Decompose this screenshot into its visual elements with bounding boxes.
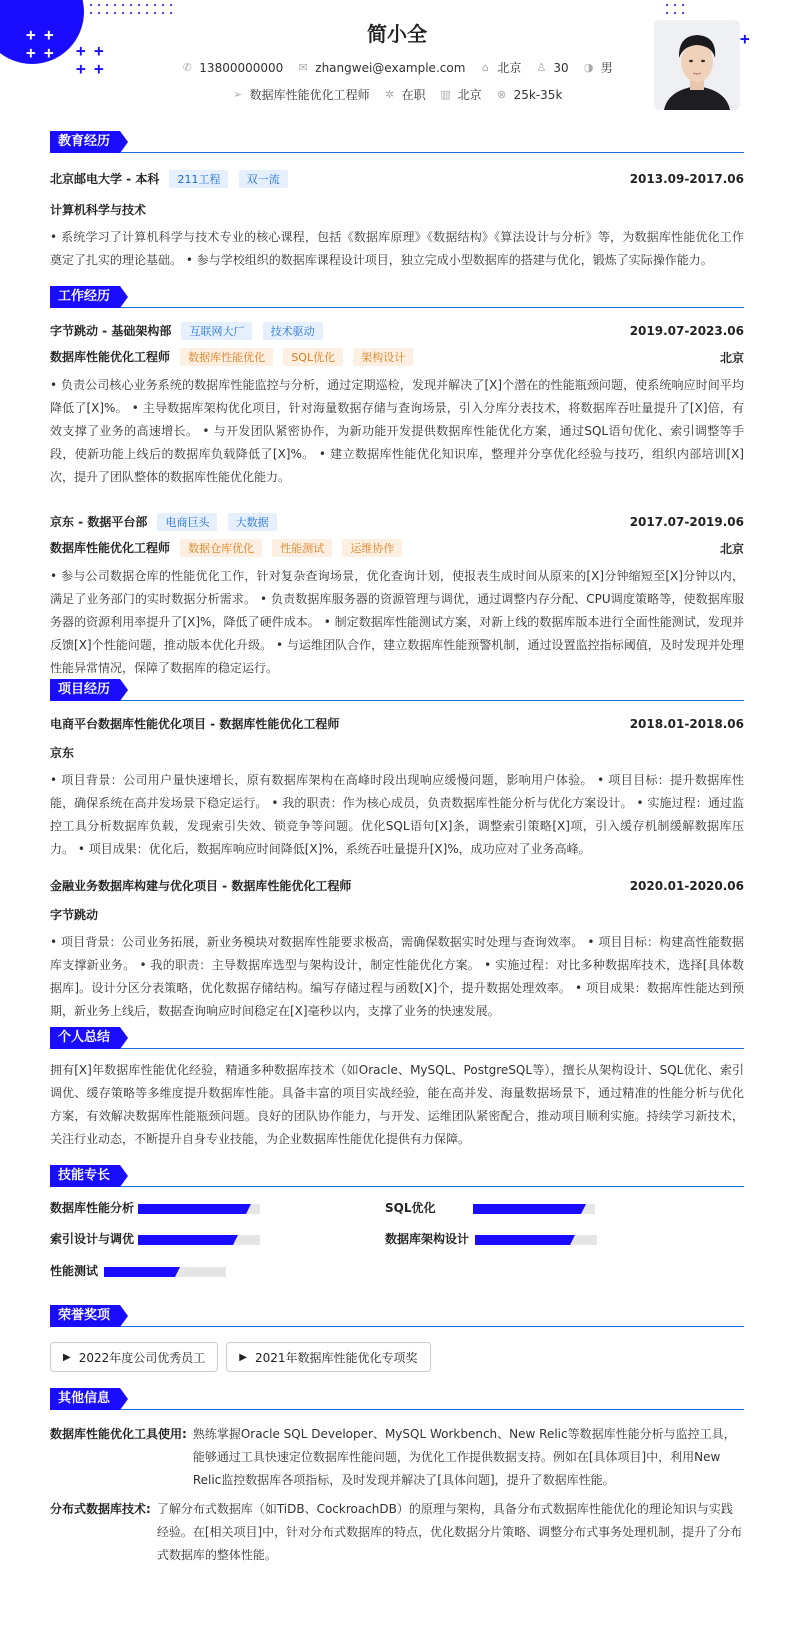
gender-icon: ◑ xyxy=(583,61,594,74)
tag: 性能测试 xyxy=(272,539,332,557)
skill-bar xyxy=(138,1235,260,1245)
skill-item xyxy=(50,1262,226,1279)
section-title: 工作经历 xyxy=(50,286,120,308)
triangle-right-icon: ▶ xyxy=(63,1351,71,1363)
plus-decor-icon: + xyxy=(26,43,36,62)
role-name: 数据库性能优化工程师 xyxy=(50,541,171,555)
work-city: 北京 xyxy=(719,541,744,556)
skill-fill xyxy=(138,1235,233,1245)
section-title: 技能专长 xyxy=(50,1165,120,1187)
email-value: zhangwei@example.com xyxy=(315,60,466,75)
skill-fill xyxy=(473,1204,580,1214)
tag: 运维协作 xyxy=(342,539,402,557)
project-org: 京东 xyxy=(50,746,75,760)
location-value: 北京 xyxy=(497,61,522,75)
project-item xyxy=(50,877,744,1023)
money-icon: ⊗ xyxy=(497,88,507,101)
work-item xyxy=(50,322,744,489)
work-item xyxy=(50,513,744,680)
age-icon: ♙ xyxy=(536,61,547,74)
date: 2020.01-2020.06 xyxy=(629,878,744,893)
gender-value: 男 xyxy=(600,61,613,75)
school-name: 北京邮电大学 - 本科 xyxy=(50,172,160,186)
tag: 数据仓库优化 xyxy=(180,539,262,557)
award-name: 2022年度公司优秀员工 xyxy=(78,1350,206,1365)
plus-decor-icon: + xyxy=(44,43,54,62)
skill-item xyxy=(385,1199,595,1216)
skill-fill xyxy=(475,1235,570,1245)
other-key: 数据库性能优化工具使用: xyxy=(50,1427,187,1441)
skill-bar xyxy=(138,1204,260,1214)
resume-header xyxy=(0,0,794,125)
candidate-name: 简小全 xyxy=(367,22,427,46)
section-title: 个人总结 xyxy=(50,1027,120,1049)
work-city: 北京 xyxy=(719,350,744,365)
job-title-value: 数据库性能优化工程师 xyxy=(249,88,370,102)
skill-item xyxy=(50,1199,260,1216)
role-name: 数据库性能优化工程师 xyxy=(50,350,171,364)
home-icon: ⌂ xyxy=(481,61,489,74)
tag: 架构设计 xyxy=(353,348,413,366)
awards-section xyxy=(50,1305,744,1372)
section-title: 荣誉奖项 xyxy=(50,1305,120,1327)
skill-name: 索引设计与调优 xyxy=(50,1232,135,1246)
skill-name: 数据库架构设计 xyxy=(385,1232,470,1246)
skill-name: SQL优化 xyxy=(385,1201,436,1215)
skill-bar xyxy=(104,1267,226,1277)
phone-icon: ✆ xyxy=(182,61,192,74)
phone-value: 13800000000 xyxy=(199,60,284,75)
date: 2017.07-2019.06 xyxy=(629,515,744,529)
work-section xyxy=(50,286,744,680)
send-icon: ➢ xyxy=(232,88,243,101)
skill-item xyxy=(385,1230,597,1247)
projects-section xyxy=(50,679,744,1023)
plus-decor-icon: + xyxy=(94,41,104,60)
tag: 大数据 xyxy=(228,513,277,531)
status-icon: ✲ xyxy=(384,88,395,101)
status-value: 在职 xyxy=(401,88,426,102)
skill-item xyxy=(50,1230,260,1247)
tag: 电商巨头 xyxy=(157,513,217,531)
date: 2019.07-2023.06 xyxy=(629,324,744,338)
other-section xyxy=(50,1388,744,1567)
plus-decor-icon: + xyxy=(76,41,86,60)
work-desc: • 负责公司核心业务系统的数据库性能监控与分析，通过定期巡检，发现并解决了[X]个潜在的性能瓶颈问题，使系统响应时间平均降低了[X]%。 • 主导数据库架构优化项目，针对海量数据存储与查询场景，引入分库分表技术，将数据库吞吐量提升了[X]倍，有效支撑了业务的高速增长。 • 与开发团队紧密协作，为新功能开发提供数据库性能优化方案，通过SQL语句优化、索引调整等手段，使新功能上线后的数据库负载降低了[X]%。 • 建立数据库性能优化知识库，整理并分享优化经验与技巧，组织内部培训[X]次，提升了团队整体的数据库性能优化能力。 xyxy=(50,378,744,484)
plus-decor-icon: + xyxy=(76,59,86,78)
skill-bar xyxy=(475,1235,597,1245)
award-item xyxy=(50,1342,218,1372)
project-desc: • 项目背景：公司用户量快速增长，原有数据库架构在高峰时段出现响应缓慢问题，影响用户体验。 • 项目目标：提升数据库性能，确保系统在高并发场景下稳定运行。 • 我的职责：作为核心成员，负责数据库性能分析与优化方案设计。 • 实施过程：通过监控工具分析数据库负载，发现索引失效、锁竞争等问题。优化SQL语句[X]条，调整索引策略[X]项，引入缓存机制缓解数据库压力。 • 项目成果：优化后，数据库响应时间降低[X]%，系统吞吐量提升[X]%，成功应对了业务高峰。 xyxy=(50,773,744,856)
email-icon: ✉ xyxy=(298,61,308,74)
tag: 技术驱动 xyxy=(263,322,323,340)
building-icon: ▥ xyxy=(440,88,451,101)
summary-section xyxy=(50,1027,744,1151)
avatar-photo xyxy=(654,20,740,110)
education-section xyxy=(50,131,744,272)
date: 2013.09-2017.06 xyxy=(629,172,744,186)
other-item xyxy=(50,1498,744,1567)
skills-section xyxy=(50,1165,744,1287)
major: 计算机科学与技术 xyxy=(50,203,147,217)
skill-fill xyxy=(104,1267,175,1277)
skill-name: 数据库性能分析 xyxy=(50,1201,135,1215)
section-title: 教育经历 xyxy=(50,131,120,153)
other-value: 了解分布式数据库（如TiDB、CockroachDB）的原理与架构，具备分布式数据库性能优化的理论知识与实践经验。在[相关项目]中，针对分布式数据库的特点，优化数据分片策略、调整分布式事务处理机制，提升了分布式数据库的整体性能。 xyxy=(156,1502,743,1562)
project-name: 电商平台数据库性能优化项目 - 数据库性能优化工程师 xyxy=(50,717,340,731)
date: 2018.01-2018.06 xyxy=(629,716,744,731)
salary-value: 25k-35k xyxy=(513,87,563,102)
plus-decor-icon: + xyxy=(94,59,104,78)
other-item xyxy=(50,1423,744,1492)
project-item xyxy=(50,715,744,861)
tag: 211工程 xyxy=(169,170,228,188)
award-item xyxy=(226,1342,430,1372)
skill-name: 性能测试 xyxy=(50,1264,99,1278)
section-title: 其他信息 xyxy=(50,1388,120,1410)
project-name: 金融业务数据库构建与优化项目 - 数据库性能优化工程师 xyxy=(50,879,352,893)
project-org: 字节跳动 xyxy=(50,908,99,922)
skill-bar xyxy=(473,1204,595,1214)
tag: 双一流 xyxy=(239,170,288,188)
tag: 互联网大厂 xyxy=(181,322,252,340)
skill-fill xyxy=(138,1204,245,1214)
summary-text: 拥有[X]年数据库性能优化经验，精通多种数据库技术（如Oracle、MySQL、PostgreSQL等），擅长从架构设计、SQL优化、索引调优、缓存策略等多维度提升数据库性能。具备丰富的项目实战经验，能在高并发、海量数据场景下，通过精准的性能分析与优化方案，有效解决数据库性能瓶颈问题。良好的团队协作能力，与开发、运维团队紧密配合，推动项目顺利实施。持续学习新技术，关注行业动态，不断提升自身专业技能，为企业数据库性能优化提供有力保障。 xyxy=(50,1063,744,1146)
plus-decor-icon: + xyxy=(26,25,36,44)
other-key: 分布式数据库技术: xyxy=(50,1502,151,1516)
company-name: 京东 - 数据平台部 xyxy=(50,515,148,529)
education-desc: • 系统学习了计算机科学与技术专业的核心课程，包括《数据库原理》《数据结构》《算法设计与分析》等，为数据库性能优化工作奠定了扎实的理论基础。 • 参与学校组织的数据库课程设计项目，独立完成小型数据库的搭建与优化，锻炼了实际操作能力。 xyxy=(50,230,744,267)
plus-decor-icon: + xyxy=(44,25,54,44)
triangle-right-icon: ▶ xyxy=(239,1351,247,1363)
other-value: 熟练掌握Oracle SQL Developer、MySQL Workbench、New Relic等数据库性能分析与监控工具，能够通过工具快速定位数据库性能问题，为优化工作提供数据支持。例如在[具体项目]中，利用New Relic监控数据库各项指标，及时发现并解决了[具体问题]，提升了数据库性能。 xyxy=(192,1427,736,1487)
city-value: 北京 xyxy=(457,88,482,102)
company-name: 字节跳动 - 基础架构部 xyxy=(50,324,172,338)
tag: SQL优化 xyxy=(283,348,343,366)
project-desc: • 项目背景：公司业务拓展，新业务模块对数据库性能要求极高，需确保数据实时处理与查询效率。 • 项目目标：构建高性能数据库支撑新业务。 • 我的职责：主导数据库选型与架构设计，制定性能优化方案。 • 实施过程：对比多种数据库技术，选择[具体数据库]。设计分区分表策略，优化数据存储结构。编写存储过程与函数[X]个，提升数据处理效率。 • 项目成果：数据库性能达到预期，新业务上线后，数据查询响应时间稳定在[X]毫秒以内，支撑了业务的快速发展。 xyxy=(50,935,744,1018)
award-name: 2021年数据库性能优化专项奖 xyxy=(254,1350,418,1365)
plus-decor-icon: + xyxy=(740,29,750,48)
section-title: 项目经历 xyxy=(50,679,120,701)
avatar xyxy=(654,20,740,110)
age-value: 30 xyxy=(553,60,569,75)
tag: 数据库性能优化 xyxy=(180,348,273,366)
work-desc: • 参与公司数据仓库的性能优化工作，针对复杂查询场景，优化查询计划，使报表生成时间从原来的[X]分钟缩短至[X]分钟以内，满足了业务部门的实时数据分析需求。 • 负责数据库服务器的资源管理与调优，通过调整内存分配、CPU调度策略等，使数据库服务器的资源利用率提升了[X]%，降低了硬件成本。 • 制定数据库性能测试方案，对新上线的数据库版本进行全面性能测试，发现并反馈[X]个性能问题，推动版本优化升级。 • 与运维团队合作，建立数据库性能预警机制，通过设置监控指标阈值，及时发现并处理性能异常情况，保障了数据库的稳定运行。 xyxy=(50,569,744,675)
